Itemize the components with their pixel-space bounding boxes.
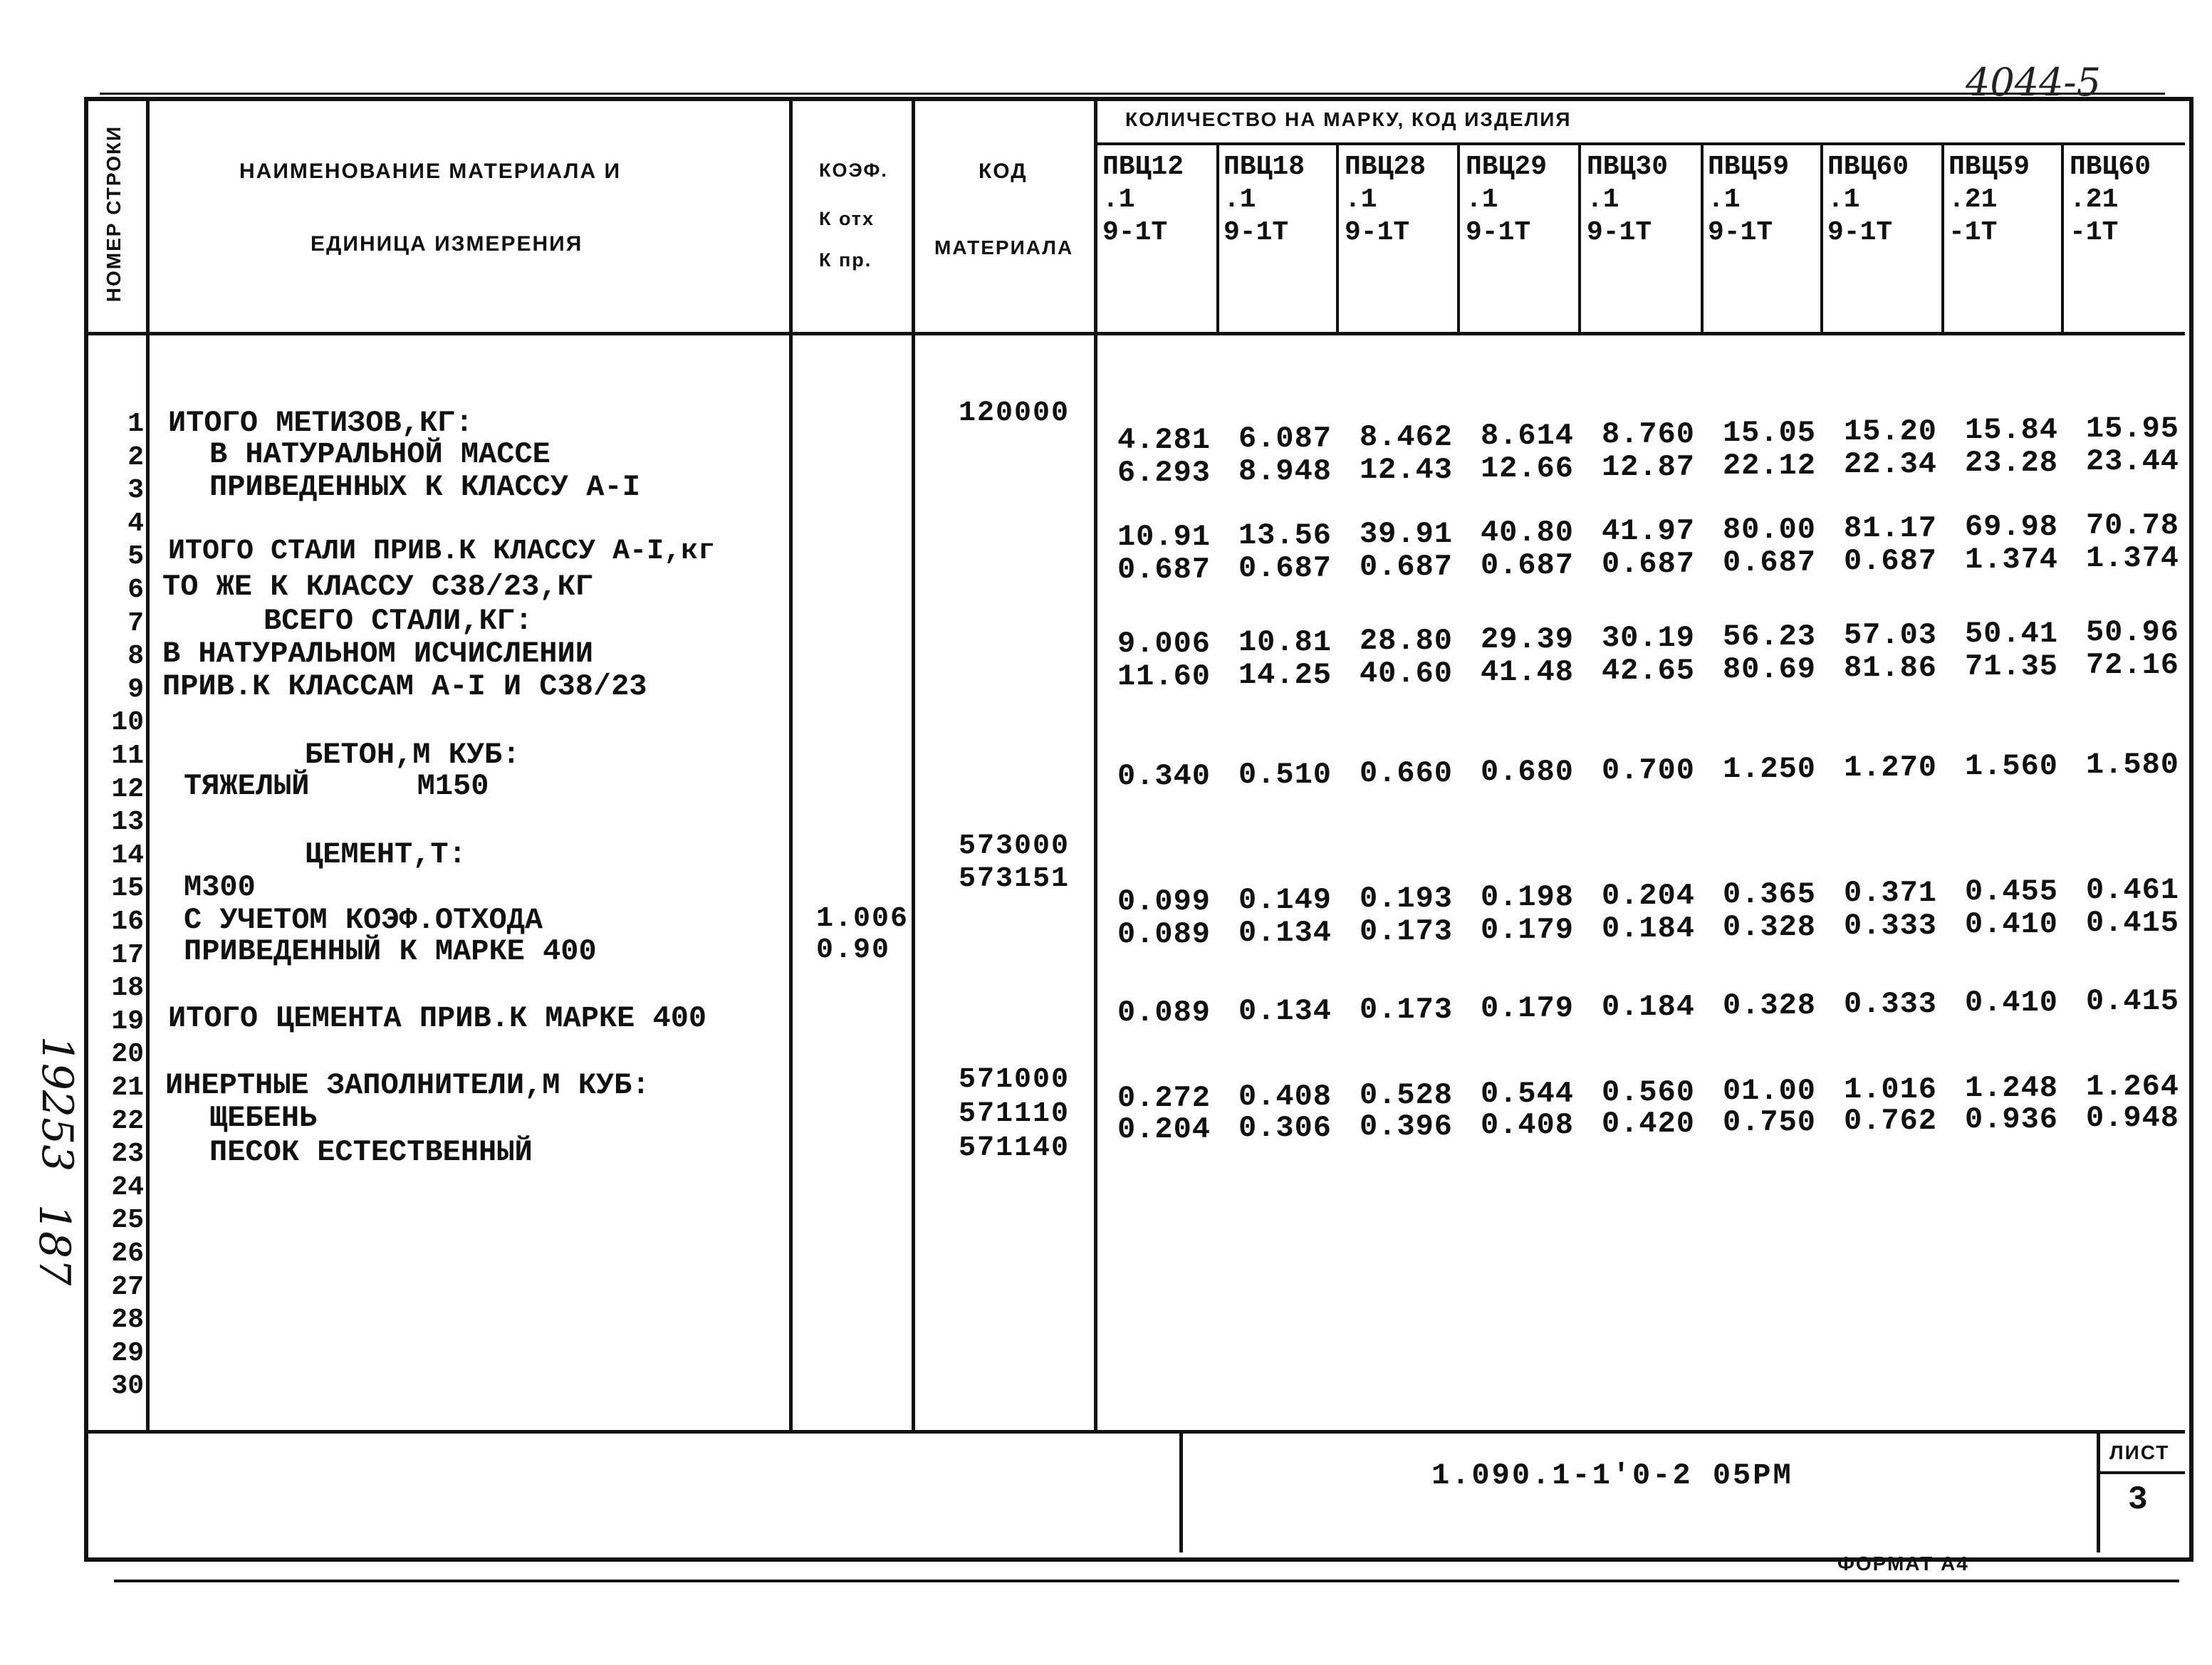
quantity-value: 0.173 bbox=[1359, 914, 1453, 949]
row-number: 25 bbox=[111, 1205, 144, 1236]
quantity-value: 0.948 bbox=[2085, 1101, 2179, 1135]
document-designation: 1.090.1-1'0-2 05РМ bbox=[1431, 1458, 1793, 1493]
quantity-value: 69.98 bbox=[1964, 510, 2058, 544]
quantity-value: 81.86 bbox=[1843, 651, 1937, 685]
material-name: ИНЕРТНЫЕ ЗАПОЛНИТЕЛИ,М КУБ: bbox=[165, 1068, 650, 1102]
row-number: 28 bbox=[111, 1305, 144, 1336]
row-number: 17 bbox=[111, 939, 144, 971]
titleblock-line-sheet bbox=[2097, 1430, 2100, 1552]
handwritten-left-number: 19253 bbox=[32, 1035, 82, 1172]
product-header-l1: ПВЦ30 bbox=[1587, 152, 1669, 182]
row-number: 21 bbox=[111, 1072, 144, 1103]
material-name: ЩЕБЕНЬ bbox=[209, 1101, 318, 1135]
quantity-value: 1.374 bbox=[2085, 541, 2179, 575]
quantity-value: 50.41 bbox=[1964, 617, 2058, 651]
quantity-value: 0.306 bbox=[1238, 1111, 1332, 1145]
quantity-value: 4.281 bbox=[1117, 423, 1211, 457]
row-number-header: НОМЕР СТРОКИ bbox=[103, 125, 125, 303]
row-number: 30 bbox=[111, 1371, 144, 1402]
quantity-value: 1.580 bbox=[2085, 748, 2179, 782]
quantity-value: 0.365 bbox=[1722, 877, 1816, 912]
quantity-value: 0.204 bbox=[1601, 879, 1695, 913]
top-border-line bbox=[100, 93, 2165, 95]
quantity-value: 0.134 bbox=[1238, 916, 1332, 950]
product-header-l3: 9-1Т bbox=[1102, 217, 1168, 248]
quantity-value: 0.560 bbox=[1601, 1075, 1695, 1110]
row-number: 20 bbox=[111, 1039, 144, 1070]
material-name: М300 bbox=[184, 870, 256, 904]
prod-sep-6 bbox=[1820, 142, 1823, 332]
quantity-value: 0.687 bbox=[1843, 544, 1937, 578]
quantity-value: 0.408 bbox=[1238, 1080, 1332, 1114]
quantity-value: 0.173 bbox=[1359, 993, 1453, 1027]
handwritten-top-right: 4044-5 bbox=[1966, 60, 2102, 105]
quantity-value: 0.328 bbox=[1722, 910, 1816, 944]
prod-sep-7 bbox=[1941, 142, 1944, 332]
product-header-l3: 9-1Т bbox=[1708, 217, 1773, 248]
material-name: ПРИВ.К КЛАССАМ А-I И С38/23 bbox=[162, 669, 647, 704]
row-number: 18 bbox=[111, 973, 144, 1004]
quantity-value: 0.089 bbox=[1117, 996, 1211, 1030]
quantity-value: 15.84 bbox=[1964, 413, 2058, 447]
quantity-value: 01.00 bbox=[1722, 1074, 1816, 1108]
material-code: 120000 bbox=[959, 397, 1070, 429]
quantity-value: 0.371 bbox=[1843, 876, 1937, 910]
quantity-value: 23.28 bbox=[1964, 446, 2058, 480]
quantity-value: 0.660 bbox=[1359, 756, 1453, 790]
quantity-value: 11.60 bbox=[1117, 659, 1211, 694]
quantity-value: 0.204 bbox=[1117, 1112, 1211, 1147]
quantity-value: 0.408 bbox=[1480, 1108, 1574, 1142]
quantity-value: 1.560 bbox=[1964, 749, 2058, 783]
material-name: ИТОГО СТАЛИ ПРИВ.К КЛАССУ А-I,кг bbox=[168, 536, 716, 568]
row-number: 16 bbox=[111, 907, 144, 937]
format-rule bbox=[114, 1580, 2179, 1582]
row-number: 3 bbox=[127, 475, 144, 506]
coef-header-line1: КОЭФ. bbox=[819, 160, 888, 181]
quantity-value: 1.270 bbox=[1843, 751, 1937, 785]
row-number: 19 bbox=[111, 1006, 144, 1037]
quantity-value: 0.455 bbox=[1964, 875, 2058, 909]
quantity-value: 12.87 bbox=[1601, 450, 1695, 484]
product-header-l2: .1 bbox=[1708, 184, 1741, 215]
row-number: 6 bbox=[127, 575, 144, 605]
quantity-value: 39.91 bbox=[1359, 517, 1453, 551]
quantity-value: 13.56 bbox=[1238, 518, 1332, 553]
row-number: 13 bbox=[111, 807, 144, 838]
product-header-l2: .1 bbox=[1102, 184, 1135, 215]
row-number: 29 bbox=[111, 1337, 144, 1369]
quantity-value: 15.20 bbox=[1843, 414, 1937, 449]
quantity-value: 80.00 bbox=[1722, 513, 1816, 547]
row-number: 27 bbox=[111, 1271, 144, 1303]
product-header-l3: 9-1Т bbox=[1466, 217, 1531, 248]
product-header-l2: .1 bbox=[1827, 184, 1860, 215]
prod-sep-4 bbox=[1578, 142, 1581, 332]
quantity-value: 0.700 bbox=[1601, 753, 1695, 788]
row-number: 4 bbox=[127, 508, 144, 539]
product-header-l2: .21 bbox=[2070, 184, 2119, 215]
material-code: 573000 bbox=[959, 830, 1070, 862]
material-name: ПРИВЕДЕННЫХ К КЛАССУ А-I bbox=[209, 470, 640, 504]
quantity-value: 0.410 bbox=[1964, 986, 2058, 1020]
quantity-value: 0.184 bbox=[1601, 912, 1695, 946]
product-header-l3: 9-1Т bbox=[1587, 217, 1652, 248]
quantity-value: 0.680 bbox=[1480, 755, 1574, 789]
name-header-line1: НАИМЕНОВАНИЕ МАТЕРИАЛА И bbox=[239, 160, 622, 183]
row-number: 15 bbox=[111, 873, 144, 904]
material-name: ИТОГО МЕТИЗОВ,КГ: bbox=[168, 406, 474, 440]
quantity-value: 0.184 bbox=[1601, 990, 1695, 1024]
code-header-line1: КОД bbox=[979, 160, 1028, 183]
format-label: ФОРМАТ А4 bbox=[1837, 1552, 1969, 1575]
product-header-l2: .1 bbox=[1466, 184, 1498, 215]
quantity-header: КОЛИЧЕСТВО НА МАРКУ, КОД ИЗДЕЛИЯ bbox=[1125, 108, 1572, 130]
titleblock-sheet-line bbox=[2097, 1471, 2185, 1474]
coef-header-line3: К пр. bbox=[819, 249, 872, 271]
product-header-l2: .1 bbox=[1587, 184, 1619, 215]
quantity-value: 15.05 bbox=[1722, 416, 1816, 450]
quantity-value: 41.97 bbox=[1601, 514, 1695, 548]
quantity-value: 1.016 bbox=[1843, 1072, 1937, 1107]
coefficient-waste: 1.006 bbox=[816, 903, 909, 935]
prod-sep-3 bbox=[1457, 142, 1460, 332]
row-number: 12 bbox=[111, 773, 144, 805]
quantity-value: 6.087 bbox=[1238, 422, 1332, 456]
quantity-value: 71.35 bbox=[1964, 649, 2058, 684]
row-number: 1 bbox=[127, 409, 144, 439]
quantity-value: 15.95 bbox=[2085, 412, 2179, 446]
product-header-l3: 9-1Т bbox=[1827, 217, 1893, 248]
prod-sep-2 bbox=[1336, 142, 1339, 332]
row-number: 23 bbox=[111, 1139, 144, 1170]
handwritten-left-page: 187 bbox=[29, 1204, 79, 1286]
quantity-value: 0.396 bbox=[1359, 1110, 1453, 1144]
quantity-value: 0.687 bbox=[1359, 550, 1453, 584]
quantity-value: 9.006 bbox=[1117, 627, 1211, 661]
sheet-number: 3 bbox=[2128, 1481, 2148, 1518]
quantity-value: 8.948 bbox=[1238, 454, 1332, 489]
material-name: ВСЕГО СТАЛИ,КГ: bbox=[264, 604, 533, 638]
quantity-value: 22.12 bbox=[1722, 449, 1816, 483]
coef-header-line2: К отх bbox=[819, 208, 875, 229]
quantity-value: 0.410 bbox=[1964, 907, 2058, 941]
material-name: ТО ЖЕ К КЛАССУ С38/23,КГ bbox=[162, 570, 593, 604]
quantity-value: 0.687 bbox=[1117, 553, 1211, 587]
quantity-value: 0.415 bbox=[2085, 984, 2179, 1018]
quantity-value: 1.374 bbox=[1964, 543, 2058, 577]
row-number: 8 bbox=[127, 641, 144, 672]
quantity-value: 10.91 bbox=[1117, 520, 1211, 554]
quantity-value: 0.149 bbox=[1238, 883, 1332, 917]
material-code: 573151 bbox=[959, 863, 1070, 895]
row-number: 14 bbox=[111, 840, 144, 871]
quantity-value: 12.43 bbox=[1359, 453, 1453, 487]
material-code: 571000 bbox=[959, 1064, 1070, 1096]
material-name: В НАТУРАЛЬНОМ ИСЧИСЛЕНИИ bbox=[162, 637, 593, 671]
product-header-l1: ПВЦ29 bbox=[1466, 152, 1548, 182]
quantity-value: 0.687 bbox=[1601, 547, 1695, 581]
code-header-line2: МАТЕРИАЛА bbox=[934, 236, 1074, 259]
quantity-value: 70.78 bbox=[2085, 508, 2179, 543]
body-bottom-line bbox=[88, 1430, 2185, 1434]
quantity-value: 0.762 bbox=[1843, 1104, 1937, 1138]
row-number: 26 bbox=[111, 1238, 144, 1269]
quantity-value: 0.328 bbox=[1722, 988, 1816, 1023]
material-name: ТЯЖЕЛЫЙ М150 bbox=[184, 769, 489, 803]
quantity-value: 56.23 bbox=[1722, 620, 1816, 654]
product-header-l3: 9-1Т bbox=[1224, 217, 1289, 248]
prod-sep-1 bbox=[1216, 142, 1219, 332]
col-line-rownum bbox=[146, 101, 150, 1430]
quantity-value: 72.16 bbox=[2085, 648, 2179, 682]
quantity-value: 81.17 bbox=[1843, 511, 1937, 546]
quantity-value: 8.760 bbox=[1601, 417, 1695, 452]
product-header-l1: ПВЦ60 bbox=[2070, 152, 2151, 182]
titleblock-line-left bbox=[1179, 1430, 1183, 1552]
quantity-value: 30.19 bbox=[1601, 621, 1695, 655]
material-name: С УЧЕТОМ КОЭФ.ОТХОДА bbox=[184, 903, 543, 937]
quantity-value: 0.461 bbox=[2085, 873, 2179, 907]
row-number: 10 bbox=[111, 707, 144, 738]
product-header-l2: .21 bbox=[1948, 184, 1998, 215]
header-separator bbox=[88, 332, 2185, 335]
material-name: БЕТОН,М КУБ: bbox=[305, 738, 521, 772]
quantity-value: 0.420 bbox=[1601, 1107, 1695, 1141]
quantity-value: 80.69 bbox=[1722, 652, 1816, 687]
quantity-value: 0.099 bbox=[1117, 884, 1211, 919]
material-code: 571140 bbox=[959, 1132, 1070, 1164]
quantity-value: 1.250 bbox=[1722, 752, 1816, 786]
product-header-l1: ПВЦ18 bbox=[1224, 152, 1305, 182]
coefficient-reduction: 0.90 bbox=[816, 934, 891, 966]
quantity-value: 0.333 bbox=[1843, 987, 1937, 1021]
product-header-l1: ПВЦ59 bbox=[1948, 152, 2030, 182]
quantity-value: 40.80 bbox=[1480, 516, 1574, 550]
quantity-value: 0.687 bbox=[1722, 546, 1816, 580]
row-number: 9 bbox=[127, 674, 144, 705]
row-number: 24 bbox=[111, 1171, 144, 1203]
quantity-value: 57.03 bbox=[1843, 618, 1937, 652]
product-header-l3: -1Т bbox=[2070, 217, 2119, 248]
name-header-line2: ЕДИНИЦА ИЗМЕРЕНИЯ bbox=[311, 232, 583, 256]
quantity-value: 1.248 bbox=[1964, 1071, 2058, 1105]
quantity-header-line bbox=[1094, 142, 2185, 145]
quantity-value: 12.66 bbox=[1480, 452, 1574, 486]
quantity-value: 6.293 bbox=[1117, 456, 1211, 490]
quantity-value: 0.936 bbox=[1964, 1102, 2058, 1137]
quantity-value: 42.65 bbox=[1601, 654, 1695, 688]
quantity-value: 0.528 bbox=[1359, 1078, 1453, 1112]
quantity-value: 0.687 bbox=[1480, 548, 1574, 583]
quantity-value: 0.510 bbox=[1238, 758, 1332, 792]
product-header-l2: .1 bbox=[1345, 184, 1377, 215]
sheet-label: ЛИСТ bbox=[2109, 1441, 2170, 1463]
product-header-l3: 9-1Т bbox=[1345, 217, 1410, 248]
quantity-value: 50.96 bbox=[2085, 615, 2179, 649]
quantity-value: 41.48 bbox=[1480, 655, 1574, 689]
quantity-value: 0.272 bbox=[1117, 1081, 1211, 1115]
material-name: ЦЕМЕНТ,Т: bbox=[305, 837, 466, 872]
quantity-value: 0.687 bbox=[1238, 551, 1332, 585]
product-header-l1: ПВЦ28 bbox=[1345, 152, 1426, 182]
quantity-value: 29.39 bbox=[1480, 622, 1574, 657]
drawing-frame bbox=[84, 97, 2193, 1562]
material-name: В НАТУРАЛЬНОЙ МАССЕ bbox=[209, 437, 551, 471]
product-header-l2: .1 bbox=[1224, 184, 1256, 215]
col-line-coef bbox=[912, 101, 915, 1430]
quantity-value: 23.44 bbox=[2085, 444, 2179, 479]
material-name: ПРИВЕДЕННЫЙ К МАРКЕ 400 bbox=[184, 934, 597, 969]
row-number: 5 bbox=[127, 541, 144, 573]
row-number: 22 bbox=[111, 1105, 144, 1137]
row-number: 11 bbox=[111, 741, 144, 771]
product-header-l3: -1Т bbox=[1948, 217, 1998, 248]
quantity-value: 8.462 bbox=[1359, 420, 1453, 454]
material-code: 571110 bbox=[959, 1098, 1070, 1130]
col-line-name bbox=[789, 101, 793, 1430]
quantity-value: 0.340 bbox=[1117, 759, 1211, 793]
row-number: 7 bbox=[127, 607, 144, 639]
quantity-value: 0.134 bbox=[1238, 994, 1332, 1028]
quantity-value: 40.60 bbox=[1359, 657, 1453, 691]
quantity-value: 0.179 bbox=[1480, 913, 1574, 947]
product-header-l1: ПВЦ60 bbox=[1827, 152, 1909, 182]
quantity-value: 0.415 bbox=[2085, 906, 2179, 940]
row-number: 2 bbox=[127, 442, 144, 473]
prod-sep-5 bbox=[1701, 142, 1704, 332]
quantity-value: 1.264 bbox=[2085, 1070, 2179, 1104]
prod-sep-8 bbox=[2061, 142, 2064, 332]
material-name: ПЕСОК ЕСТЕСТВЕННЫЙ bbox=[209, 1135, 533, 1169]
quantity-value: 0.333 bbox=[1843, 909, 1937, 943]
quantity-value: 0.193 bbox=[1359, 882, 1453, 916]
quantity-value: 0.544 bbox=[1480, 1077, 1574, 1111]
material-name: ИТОГО ЦЕМЕНТА ПРИВ.К МАРКЕ 400 bbox=[168, 1001, 707, 1035]
quantity-value: 0.089 bbox=[1117, 917, 1211, 951]
product-header-l1: ПВЦ12 bbox=[1102, 152, 1184, 182]
quantity-value: 0.179 bbox=[1480, 991, 1574, 1025]
quantity-value: 8.614 bbox=[1480, 419, 1574, 453]
quantity-value: 0.750 bbox=[1722, 1105, 1816, 1139]
product-header-l1: ПВЦ59 bbox=[1708, 152, 1790, 182]
quantity-value: 10.81 bbox=[1238, 625, 1332, 659]
quantity-value: 0.198 bbox=[1480, 880, 1574, 914]
quantity-value: 14.25 bbox=[1238, 658, 1332, 692]
quantity-value: 28.80 bbox=[1359, 624, 1453, 658]
quantity-value: 22.34 bbox=[1843, 447, 1937, 481]
